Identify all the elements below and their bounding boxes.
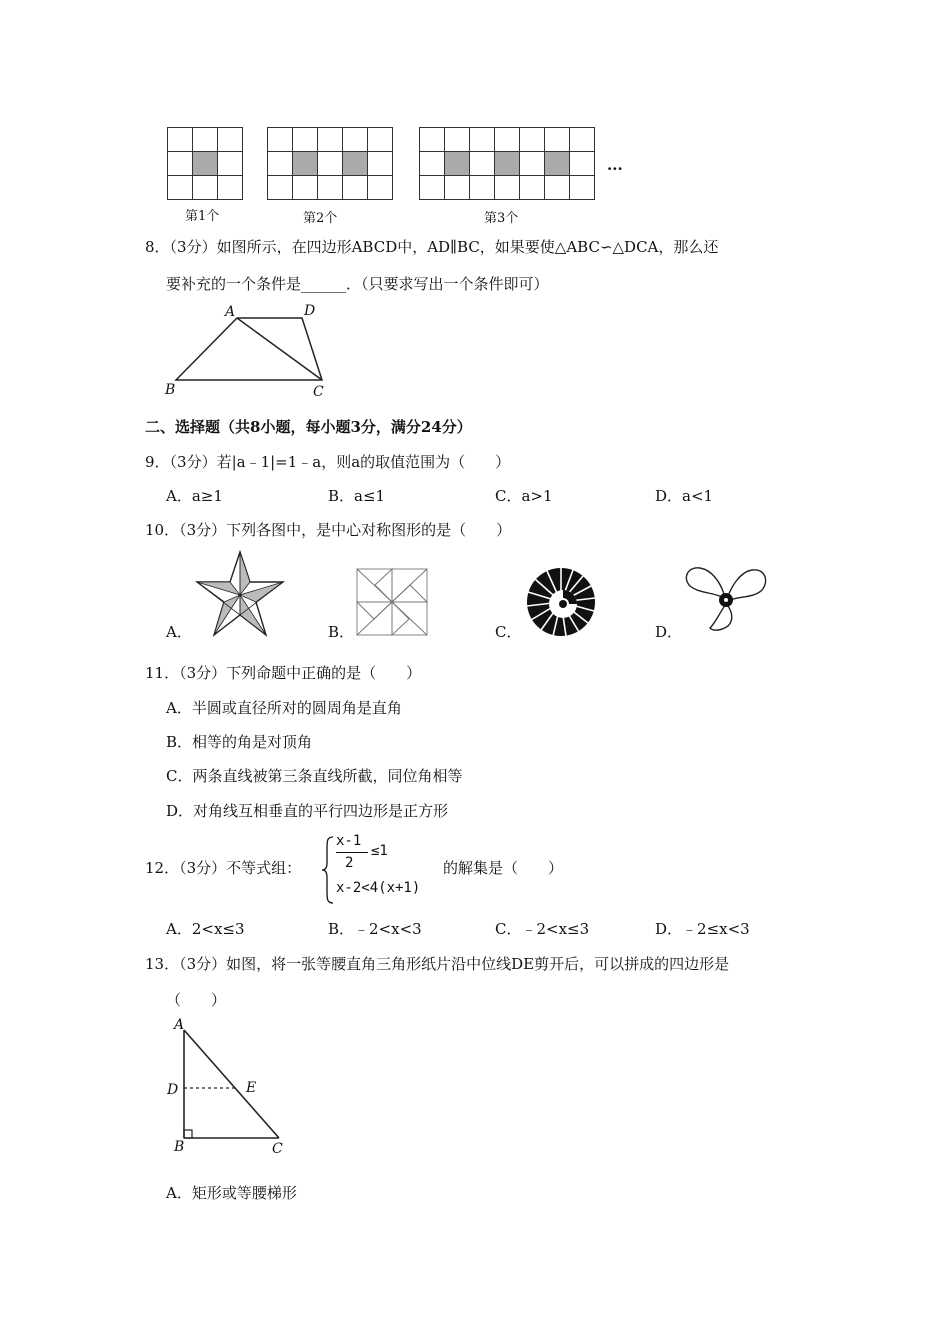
q9-option-b: B．a≤1 — [328, 487, 386, 505]
q13-option-a: A．矩形或等腰梯形 — [166, 1184, 297, 1202]
q12-stem-after: 的解集是（ ） — [443, 859, 564, 877]
q13-paren: （ ） — [166, 991, 227, 1009]
q10-option-a: A． — [166, 623, 192, 641]
q12-ineq1-denominator: 2 — [345, 855, 354, 871]
pattern-caption-2: 第2个 — [303, 211, 338, 226]
q8-line1: 8．（3分）如图所示，在四边形ABCD中，AD∥BC，如果要使△ABC∽△DCA，那么还 — [145, 238, 719, 256]
section2-title: 二、选择题（共8小题，每小题3分，满分24分） — [145, 418, 472, 436]
pattern-caption-3: 第3个 — [484, 211, 519, 226]
pattern-ellipsis: ... — [607, 156, 623, 174]
q12-option-d: D．﹣2≤x<3 — [655, 920, 750, 938]
q13-stem: 13．（3分）如图，将一张等腰直角三角形纸片沿中位线DE剪开后，可以拼成的四边形是 — [145, 955, 730, 973]
pattern-caption-1: 第1个 — [185, 209, 220, 224]
q13-label-a: A — [174, 1017, 185, 1033]
q9-option-d: D．a<1 — [655, 487, 714, 505]
q9-option-a: A．a≥1 — [166, 487, 223, 505]
q9-option-c: C．a>1 — [495, 487, 553, 505]
q13-label-c: C — [272, 1141, 283, 1157]
q13-label-d: D — [167, 1082, 179, 1098]
q13-label-b: B — [174, 1139, 185, 1155]
q11-stem: 11．（3分）下列命题中正确的是（ ） — [145, 664, 422, 682]
q12-option-b: B．﹣2<x<3 — [328, 920, 422, 938]
q10-stem: 10．（3分）下列各图中，是中心对称图形的是（ ） — [145, 521, 512, 539]
q9-stem: 9．（3分）若|a﹣1|=1﹣a，则a的取值范围为（ ） — [145, 453, 511, 471]
q10-option-b: B． — [328, 623, 355, 641]
q12-stem-before: 12．（3分）不等式组： — [145, 859, 302, 877]
q12-ineq1-rhs: ≤1 — [371, 843, 388, 859]
q12-option-c: C．﹣2<x≤3 — [495, 920, 590, 938]
q8-line2: 要补充的一个条件是______．（只要求写出一个条件即可） — [166, 275, 549, 293]
q8-label-d: D — [304, 303, 316, 319]
q12-ineq1-numerator: x-1 — [336, 833, 362, 849]
q11-option-a: A．半圆或直径所对的圆周角是直角 — [166, 699, 402, 717]
q10-option-c: C． — [495, 623, 522, 641]
q11-option-d: D．对角线互相垂直的平行四边形是正方形 — [166, 802, 449, 820]
q8-label-b: B — [165, 382, 176, 398]
q11-option-b: B．相等的角是对顶角 — [166, 733, 313, 751]
q11-option-c: C．两条直线被第三条直线所截，同位角相等 — [166, 767, 463, 785]
q10-option-d: D． — [655, 623, 683, 641]
q12-option-a: A．2<x≤3 — [166, 920, 245, 938]
q8-label-c: C — [313, 384, 324, 400]
q12-ineq2: x-2<4(x+1) — [336, 880, 421, 896]
q8-label-a: A — [225, 304, 236, 320]
q13-label-e: E — [246, 1080, 257, 1096]
